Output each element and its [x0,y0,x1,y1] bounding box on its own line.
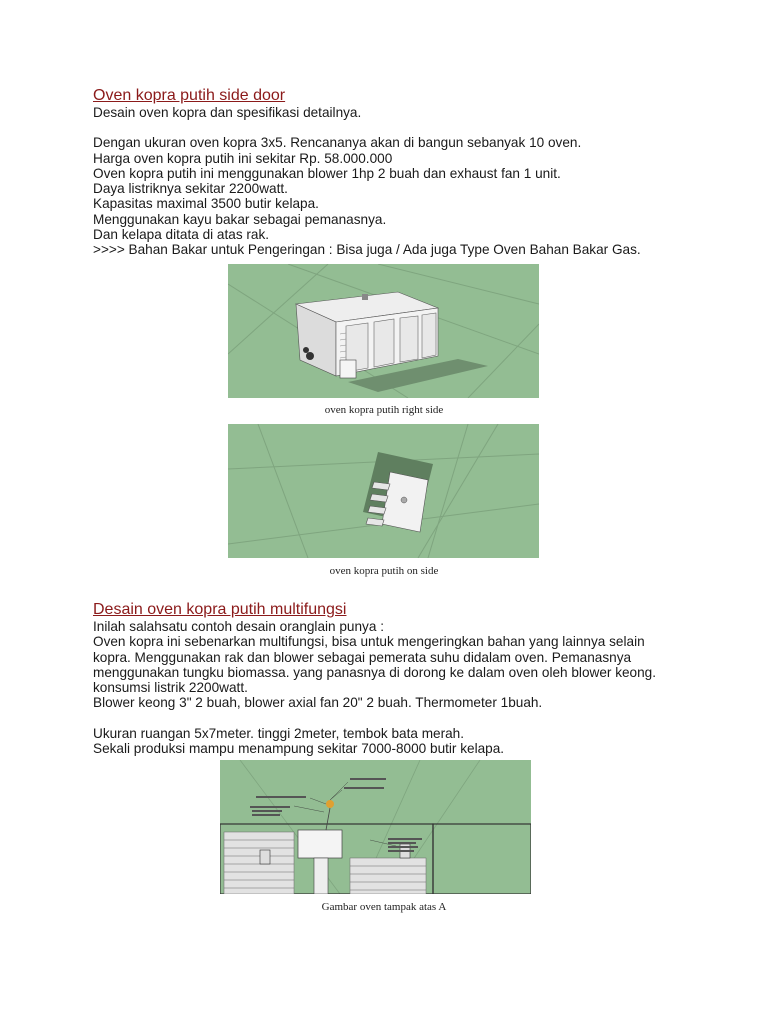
section1-line: Dan kelapa ditata di atas rak. [93,227,270,243]
section1-subtitle: Desain oven kopra dan spesifikasi detailnya. [93,105,362,120]
section1-line: Menggunakan kayu bakar sebagai pemanasnya. [93,211,387,227]
section2-title[interactable]: Desain oven kopra putih multifungsi [93,601,347,618]
section1-line: Dengan ukuran oven kopra 3x5. Rencananya akan di bangun sebanyak 10 oven. [93,135,582,151]
section2-blower-spec: Blower keong 3" 2 buah, blower axial fan 20" 2 buah. Thermometer 1buah. [93,695,543,711]
section1-line: Harga oven kopra putih ini sekitar Rp. 58.000.000 [93,150,393,166]
section-oven-multifungsi [93,601,693,756]
section2-intro: Inilah salahsatu contoh desain oranglain punya : [93,619,384,634]
section1-title[interactable]: Oven kopra putih side door [93,87,286,104]
section-oven-side-door [93,87,693,258]
oven-right-side-image [228,264,539,398]
section2-description: Oven kopra ini sebenarkan multifungsi, bisa untuk mengeringkan bahan yang lainnya selain kopra. Menggunakan rak dan blower sebagai pemerata suhu didalam oven. Pemanasnya menggunakan tungku biomassa. yang panasnya di dorong ke dalam oven oleh blower keong. konsumsi listrik 2200watt. [93,634,660,696]
section1-line: >>>> Bahan Bakar untuk Pengeringan : Bisa juga / Ada juga Type Oven Bahan Bakar Gas. [93,242,641,258]
oven-top-view-image [220,760,531,894]
section1-line: Daya listriknya sekitar 2200watt. [93,181,288,197]
figure2-caption: oven kopra putih on side [329,565,439,577]
section1-line: Oven kopra putih ini menggunakan blower 1hp 2 buah dan exhaust fan 1 unit. [93,165,561,181]
figure3-caption: Gambar oven tampak atas A [321,901,447,913]
figure1-caption: oven kopra putih right side [324,404,444,416]
section2-room-size: Ukuran ruangan 5x7meter. tinggi 2meter, tembok bata merah. [93,725,465,741]
section2-capacity: Sekali produksi mampu menampung sekitar 7000-8000 butir kelapa. [93,741,505,757]
section1-line: Kapasitas maximal 3500 butir kelapa. [93,196,319,212]
oven-on-side-image [228,424,539,558]
